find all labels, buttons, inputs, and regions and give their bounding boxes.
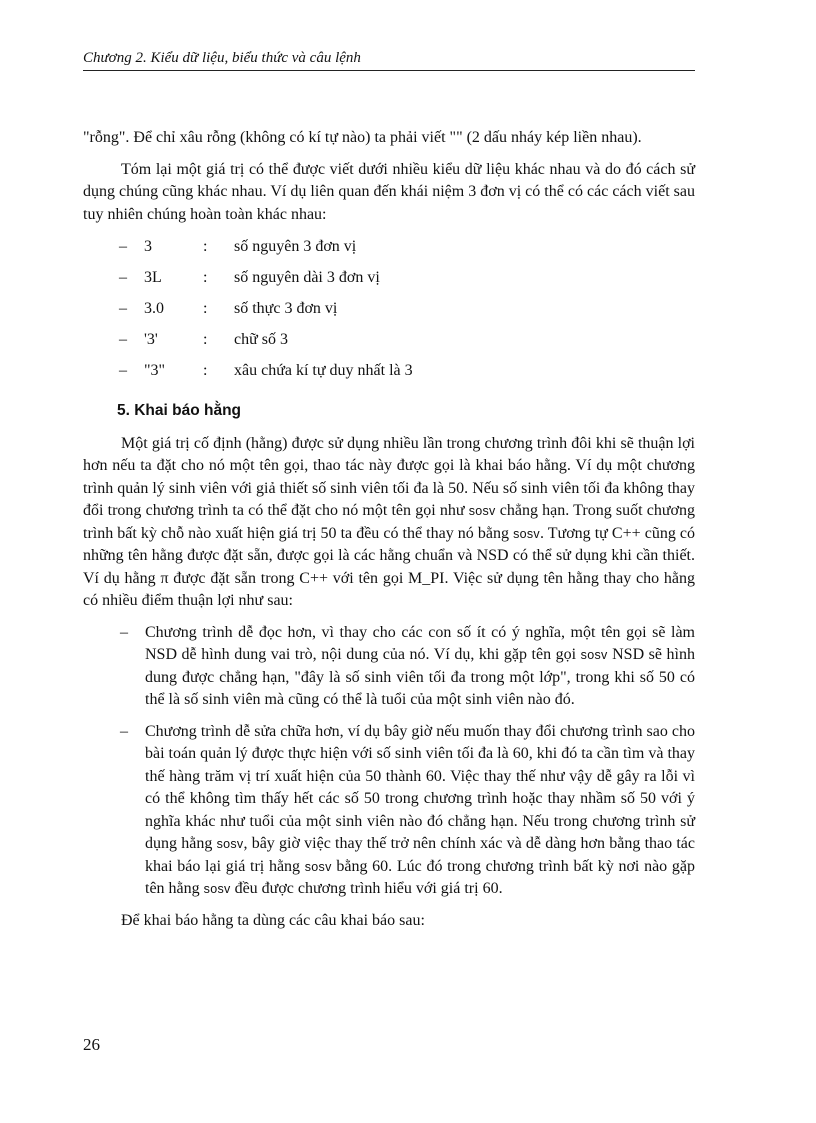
example-dash: – xyxy=(119,269,127,286)
text-run: Một giá trị cố định (hằng) được sử dụng nhiều lần trong chương trình đôi khi sẽ thuận lợi hơn nếu ta đặt cho nó một tên gọi, thao tác này được gọi là khai báo hằng. Ví dụ một chương trình quản lý sinh viên với giả thiết số sinh viên tối đa là 50. Nếu số sinh viên tối đa không thay đổi trong chương trình ta có thể đặt cho nó một tên gọi như xyxy=(83,434,695,519)
text-run: đều được chương trình hiểu với giá trị 60. xyxy=(230,880,503,897)
text-run: Chương trình dễ đọc hơn, vì thay cho các con số ít có ý nghĩa, một tên gọi sẽ làm NSD dễ hình dung vai trò, nội dung của nó. Ví dụ, khi gặp tên gọi xyxy=(145,623,695,663)
example-dash: – xyxy=(119,300,127,317)
chapter-header: Chương 2. Kiểu dữ liệu, biểu thức và câu lệnh xyxy=(83,50,361,66)
section-paragraph xyxy=(83,433,695,613)
example-dash: – xyxy=(119,238,127,255)
example-value: 3L xyxy=(144,269,162,286)
bullet-item xyxy=(83,721,695,901)
header-rule xyxy=(83,70,695,71)
example-description: số nguyên 3 đơn vị xyxy=(234,238,357,255)
example-description: số thực 3 đơn vị xyxy=(234,300,338,317)
example-dash: – xyxy=(119,362,127,379)
intro-paragraph-1: "rỗng". Để chỉ xâu rỗng (không có kí tự nào) ta phải viết "" (2 dấu nháy kép liền nhau). xyxy=(83,129,642,146)
text-run: chẳng hạn. Trong suốt chương trình bất kỳ chỗ nào xuất hiện giá trị 50 ta đều có thể thay nó bằng xyxy=(83,502,695,542)
text-run: NSD sẽ hình dung được chẳng hạn, "đây là số sinh viên tối đa trong một lớp", trong khi số 50 có thể là số sinh viên mà cũng có thể là tuổi của một sinh viên nào đó. xyxy=(145,646,696,708)
example-colon: : xyxy=(203,269,208,286)
example-description: xâu chứa kí tự duy nhất là 3 xyxy=(234,362,413,379)
section-heading: 5. Khai báo hằng xyxy=(117,402,242,419)
bullet-dash: – xyxy=(120,623,128,641)
code-term: sosv xyxy=(203,882,231,896)
page-number: 26 xyxy=(83,1035,100,1054)
example-row xyxy=(83,360,695,391)
code-term: sosv xyxy=(304,859,332,874)
example-colon: : xyxy=(203,300,208,317)
code-term: sosv xyxy=(580,648,608,662)
closing-paragraph: Để khai báo hằng ta dùng các câu khai báo sau: xyxy=(121,911,425,929)
intro-paragraph-2: Tóm lại một giá trị có thể được viết dưới nhiều kiểu dữ liệu khác nhau và do đó cách sử dụng chúng cũng khác nhau. Ví dụ liên quan đến khái niệm 3 đơn vị có thể có các cách viết sau tuy nhiên chúng hoàn toàn khác nhau: xyxy=(83,160,695,223)
bullet-dash: – xyxy=(120,722,128,740)
text-run: Chương trình dễ sửa chữa hơn, ví dụ bây giờ nếu muốn thay đổi chương trình sao cho bài toán quản lý được thực hiện với số sinh viên tối đa là 60, khi đó ta cần tìm và thay thế hàng trăm vị trí xuất hiện của 50 thành 60. Việc thay thế như vậy dễ gây ra lỗi vì có thể không tìm thấy hết các số 50 trong chương trình hoặc thay nhầm số 50 với ý nghĩa khác như tuổi của một sinh viên nào đó chẳng hạn. Nếu trong chương trình sử dụng hằng xyxy=(145,722,695,852)
text-run: bằng 60. Lúc đó trong chương trình bất kỳ nơi nào gặp tên hằng xyxy=(145,857,695,897)
example-dash: – xyxy=(119,331,127,348)
code-term: sosv xyxy=(216,837,244,851)
bullet-item xyxy=(83,622,695,712)
example-colon: : xyxy=(203,238,208,255)
example-value: 3 xyxy=(144,238,152,255)
example-description: số nguyên dài 3 đơn vị xyxy=(234,269,380,286)
code-term: sosv xyxy=(468,504,496,518)
examples-list xyxy=(83,236,695,391)
example-row xyxy=(83,236,695,267)
example-colon: : xyxy=(203,362,208,379)
example-row xyxy=(83,267,695,298)
code-term: sosv xyxy=(513,526,540,541)
example-value: 3.0 xyxy=(144,300,164,317)
page-body xyxy=(83,127,695,932)
example-description: chữ số 3 xyxy=(234,331,288,348)
example-value: '3' xyxy=(144,331,158,348)
example-colon: : xyxy=(203,331,208,348)
example-row xyxy=(83,298,695,329)
text-run: , bây giờ việc thay thế trở nên chính xác và dễ dàng hơn bằng thao tác khai báo lại giá trị hằng xyxy=(145,835,695,875)
example-row xyxy=(83,329,695,360)
text-run: . Tương tự C++ cũng có những tên hằng được đặt sẵn, được gọi là các hằng chuẩn và NSD có thể sử dụng khi cần thiết. Ví dụ hằng π được đặt sẵn trong C++ với tên gọi M_PI. Việc sử dụng tên hằng thay cho hằng có nhiều điểm thuận lợi như sau: xyxy=(83,524,696,609)
example-value: "3" xyxy=(144,362,166,379)
